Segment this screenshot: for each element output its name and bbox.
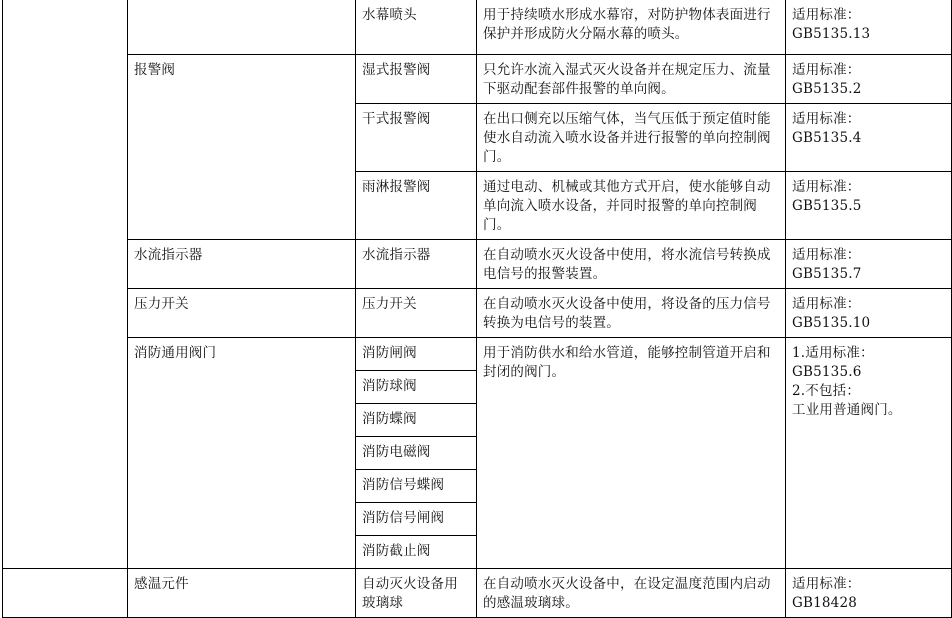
standard-label: 适用标准：: [792, 247, 861, 263]
valve-item-cell: 消防球阀: [356, 371, 477, 404]
standard-cell: [786, 569, 952, 618]
standard-label: 适用标准：: [792, 7, 861, 23]
valve-item-cell: 消防电磁阀: [356, 437, 477, 470]
standard-cell: [786, 104, 952, 172]
standard-label: 适用标准：: [792, 179, 861, 195]
standard-code: GB18428: [792, 595, 858, 611]
valve-item-cell: 消防信号蝶阀: [356, 470, 477, 503]
description-cell: 在自动喷水灭火设备中使用，将水流信号转换成电信号的报警装置。: [477, 240, 786, 289]
table-row: [3, 240, 952, 289]
product-name-cell: 湿式报警阀: [356, 55, 477, 104]
table-row: [3, 569, 952, 618]
valve-item-cell: 消防蝶阀: [356, 404, 477, 437]
standard-cell: [786, 55, 952, 104]
description-cell: 只允许水流入湿式灭火设备并在规定压力、流量下驱动配套部件报警的单向阀。: [477, 55, 786, 104]
standard-label: 适用标准：: [792, 111, 861, 127]
standard-line: 2.不包括：: [792, 383, 861, 399]
product-name-cell: 干式报警阀: [356, 104, 477, 172]
table-row: [3, 55, 952, 104]
valve-item-cell: 消防截止阀: [356, 536, 477, 569]
standard-label: 适用标准：: [792, 62, 861, 78]
category-cell: 感温元件: [128, 569, 356, 618]
product-name-cell: 压力开关: [356, 289, 477, 338]
standard-code: GB5135.10: [792, 315, 871, 331]
standard-code: GB5135.2: [792, 81, 862, 97]
description-cell: 在自动喷水灭火设备中使用，将设备的压力信号转换为电信号的装置。: [477, 289, 786, 338]
category-cell: 消防通用阀门: [128, 338, 356, 569]
table-row: [3, 289, 952, 338]
standard-cell: [786, 289, 952, 338]
standard-code: GB5135.6: [792, 364, 862, 380]
standard-line: 1.适用标准：: [792, 345, 874, 361]
category-cell: 压力开关: [128, 289, 356, 338]
standard-code: GB5135.5: [792, 198, 862, 214]
blank-left-column: [3, 0, 128, 569]
standard-line: 工业用普通阀门。: [792, 402, 902, 418]
description-cell: 在自动喷水灭火设备中，在设定温度范围内启动的感温玻璃球。: [477, 569, 786, 618]
category-cell: 报警阀: [128, 55, 356, 240]
category-cell: 水流指示器: [128, 240, 356, 289]
standard-cell: [786, 338, 952, 569]
standard-code: GB5135.7: [792, 266, 862, 282]
standard-code: GB5135.13: [792, 26, 871, 42]
standard-cell: [786, 172, 952, 240]
description-cell: 用于持续喷水形成水幕帘，对防护物体表面进行保护并形成防火分隔水幕的喷头。: [477, 0, 786, 55]
standard-code: GB5135.4: [792, 130, 862, 146]
product-name-cell: 水幕喷头: [356, 0, 477, 55]
standard-label: 适用标准：: [792, 576, 861, 592]
blank-left-column: [3, 569, 128, 618]
product-name-cell: 水流指示器: [356, 240, 477, 289]
description-cell: 用于消防供水和给水管道，能够控制管道开启和封闭的阀门。: [477, 338, 786, 569]
standard-cell: [786, 0, 952, 55]
product-name-cell: 自动灭火设备用玻璃球: [356, 569, 477, 618]
standard-label: 适用标准：: [792, 296, 861, 312]
table-row: [3, 0, 952, 55]
description-cell: 在出口侧充以压缩气体，当气压低于预定值时能使水自动流入喷水设备并进行报警的单向控制阀门。: [477, 104, 786, 172]
product-name-cell: 雨淋报警阀: [356, 172, 477, 240]
valve-item-cell: 消防信号闸阀: [356, 503, 477, 536]
category-cell: [128, 0, 356, 55]
product-standards-table: [2, 0, 952, 618]
standard-cell: [786, 240, 952, 289]
description-cell: 通过电动、机械或其他方式开启，使水能够自动单向流入喷水设备，并同时报警的单向控制阀门。: [477, 172, 786, 240]
valve-item-cell: 消防闸阀: [356, 338, 477, 371]
table-row: [3, 338, 952, 371]
